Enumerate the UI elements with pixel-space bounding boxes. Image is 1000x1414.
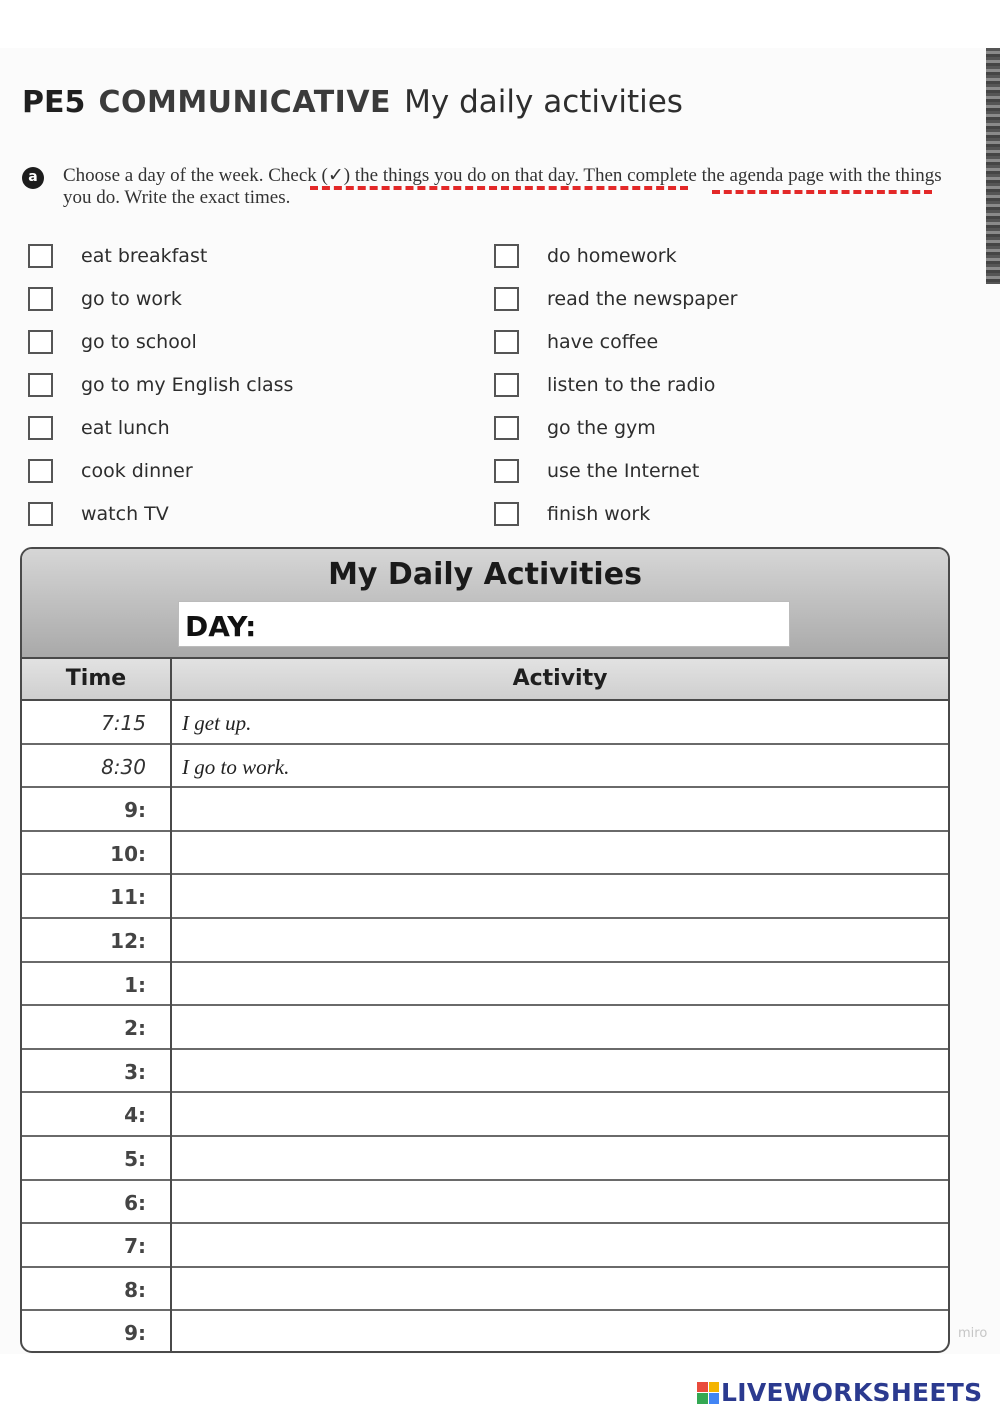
agenda-row — [22, 1006, 948, 1050]
agenda-row — [22, 1137, 948, 1181]
agenda-row — [22, 745, 948, 789]
checkbox[interactable] — [494, 416, 519, 440]
checklist-item[interactable] — [28, 329, 197, 355]
time-cell: 2: — [124, 1016, 146, 1041]
time-cell: 11: — [110, 885, 146, 910]
section-label: COMMUNICATIVE — [98, 85, 392, 120]
time-cell: 7: — [124, 1234, 146, 1259]
scan-edge-strip — [986, 48, 1000, 284]
agenda-row — [22, 919, 948, 963]
checklist-item[interactable] — [28, 243, 207, 269]
checklist-item[interactable] — [28, 286, 182, 312]
agenda-row — [22, 1181, 948, 1225]
day-label: DAY: — [185, 610, 257, 643]
logo-square — [709, 1393, 720, 1404]
time-column-header: Time — [65, 666, 127, 691]
checklist-item[interactable] — [494, 286, 737, 312]
agenda-row — [22, 963, 948, 1007]
checklist-label: go to work — [81, 288, 182, 310]
time-cell: 9: — [124, 1321, 146, 1346]
checklist-item[interactable] — [494, 329, 658, 355]
time-cell: 3: — [124, 1059, 146, 1084]
logo-square — [709, 1382, 720, 1393]
checkbox[interactable] — [28, 502, 53, 526]
time-cell: 10: — [110, 841, 146, 866]
checkbox[interactable] — [494, 330, 519, 354]
checklist-item[interactable] — [494, 372, 715, 398]
instruction-highlight-2: Then complete the agenda — [583, 165, 784, 186]
checklist-label: eat lunch — [81, 417, 170, 439]
checkbox[interactable] — [494, 287, 519, 311]
checklist-label: go to my English class — [81, 374, 294, 396]
column-header-row — [22, 659, 948, 701]
agenda-row — [22, 1224, 948, 1268]
agenda-row — [22, 701, 948, 745]
checklist-label: watch TV — [81, 503, 169, 525]
red-dashed-underline — [310, 186, 688, 190]
logo-square — [697, 1382, 708, 1393]
instruction-part: Choose a day of the week. — [63, 165, 269, 186]
checklist-item[interactable] — [28, 458, 193, 484]
time-cell: 7:15 — [101, 711, 146, 735]
column-divider — [170, 659, 172, 1353]
watermark: miro — [958, 1326, 988, 1341]
checkbox[interactable] — [494, 373, 519, 397]
time-cell: 4: — [124, 1103, 146, 1128]
checkbox[interactable] — [28, 416, 53, 440]
agenda-header — [22, 549, 948, 659]
logo-icon — [697, 1382, 719, 1404]
agenda-row — [22, 875, 948, 919]
checkbox[interactable] — [494, 502, 519, 526]
instruction-highlight-1: Check (✓) the things you do on that day. — [268, 165, 579, 186]
checklist-label: cook dinner — [81, 460, 193, 482]
agenda-row — [22, 1268, 948, 1312]
checklist-label: read the newspaper — [547, 288, 738, 310]
checkbox[interactable] — [28, 287, 53, 311]
logo-text: LIVEWORKSHEETS — [721, 1378, 983, 1407]
checklist-label: do homework — [547, 245, 677, 267]
liveworksheets-logo — [697, 1378, 982, 1407]
checklist-item[interactable] — [494, 243, 677, 269]
checklist-item[interactable] — [28, 372, 293, 398]
activity-column-header: Activity — [512, 666, 608, 691]
agenda-row — [22, 1093, 948, 1137]
checklist-item[interactable] — [28, 501, 169, 527]
agenda-title: My Daily Activities — [328, 557, 642, 592]
agenda-row — [22, 832, 948, 876]
page-header — [22, 84, 683, 120]
checklist-label: eat breakfast — [81, 245, 208, 267]
checklist-item[interactable] — [494, 458, 699, 484]
activity-cell[interactable]: I get up. — [182, 711, 252, 735]
exercise-badge: a — [22, 167, 44, 189]
page-title: My daily activities — [404, 84, 683, 120]
checkbox[interactable] — [28, 330, 53, 354]
time-cell: 1: — [124, 972, 146, 997]
unit-code: PE5 — [22, 85, 86, 120]
agenda-row — [22, 1050, 948, 1094]
checkbox[interactable] — [28, 373, 53, 397]
logo-square — [697, 1393, 708, 1404]
day-input-field[interactable] — [178, 601, 790, 647]
agenda-row — [22, 788, 948, 832]
checklist-label: have coffee — [547, 331, 659, 353]
checkbox[interactable] — [28, 459, 53, 483]
checklist-item[interactable] — [28, 415, 170, 441]
checklist-label: go the gym — [547, 417, 656, 439]
agenda-row — [22, 1311, 948, 1353]
checkbox[interactable] — [494, 244, 519, 268]
time-cell: 8: — [124, 1277, 146, 1302]
agenda-table — [20, 547, 950, 1353]
time-cell: 9: — [124, 798, 146, 823]
red-dashed-underline — [712, 190, 932, 194]
time-cell: 6: — [124, 1190, 146, 1215]
checkbox[interactable] — [494, 459, 519, 483]
checklist-label: use the Internet — [547, 460, 700, 482]
checklist-label: go to school — [81, 331, 197, 353]
checkbox[interactable] — [28, 244, 53, 268]
activity-cell[interactable]: I go to work. — [182, 754, 290, 779]
time-cell: 5: — [124, 1147, 146, 1171]
instruction-part: page with the things you do. Write the exact times. — [63, 165, 942, 208]
time-cell: 8:30 — [101, 754, 146, 779]
checklist-label: finish work — [547, 503, 651, 525]
checklist-label: listen to the radio — [547, 374, 716, 396]
checklist-item[interactable] — [494, 415, 656, 441]
checklist-item[interactable] — [494, 501, 650, 527]
time-cell: 12: — [110, 929, 146, 953]
